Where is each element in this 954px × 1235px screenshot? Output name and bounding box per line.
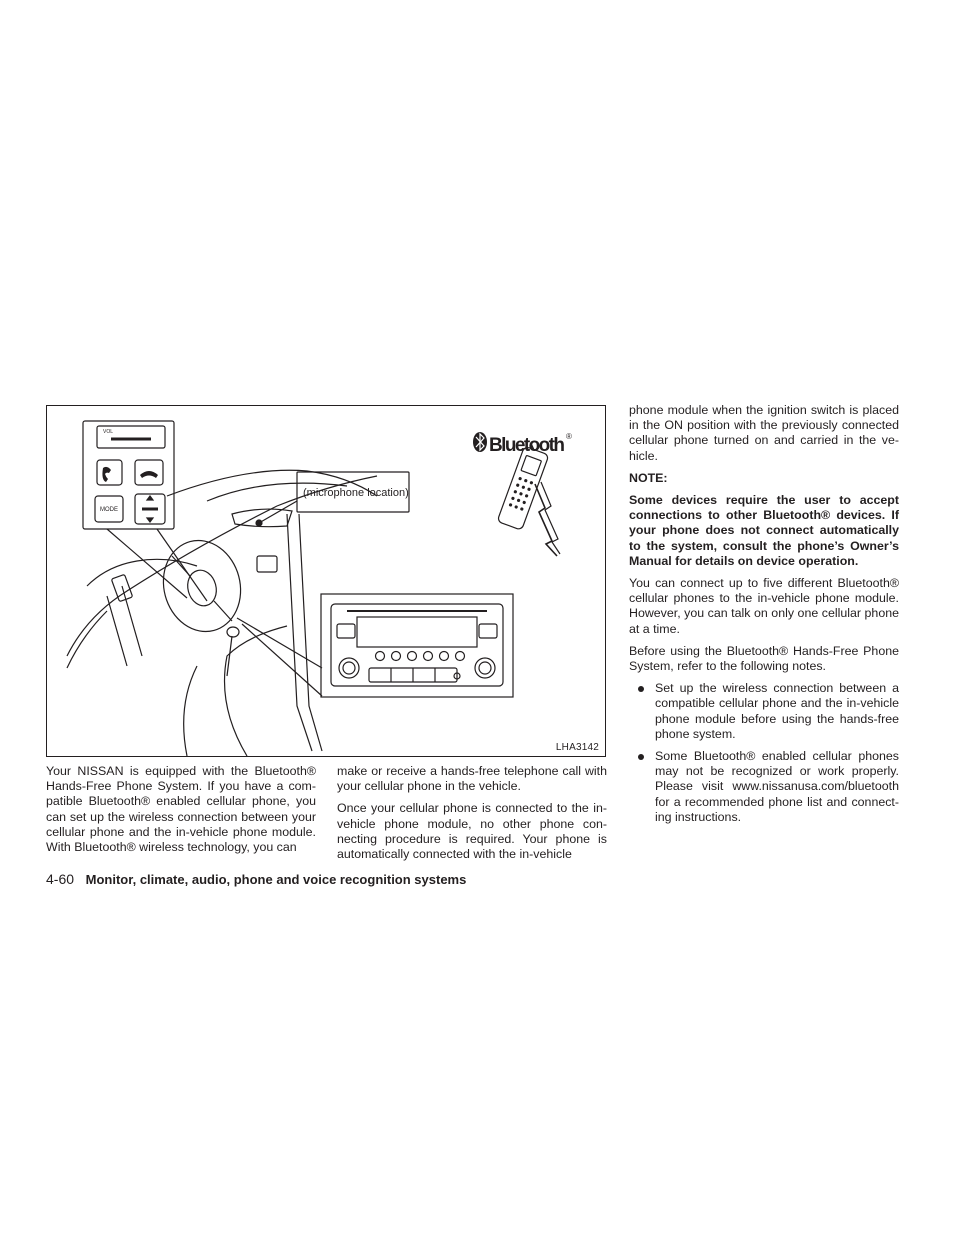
talk-button: [97, 460, 122, 485]
bluetooth-logo-icon: [473, 432, 487, 452]
note-text: Some devices require the user to accept connections to other Bluetooth® devices. If your phone does not connect automatically to the system, consult the phone’s Owner’s Manual for details on device operation.: [629, 493, 899, 568]
note-heading: NOTE:: [629, 470, 668, 485]
page-footer: [46, 871, 466, 887]
bullet-icon: [638, 754, 644, 760]
list-item-text: Set up the wireless connection between a compatible cellular phone and the in-vehicle phone module before using the hands-free phone system.: [655, 681, 899, 741]
five-phones-paragraph: You can connect up to five different Bluetooth® cellular phones to the in-vehicle phone module. However, you can talk on only one cellular phone at a time.: [629, 576, 899, 636]
text-column-2: [337, 764, 607, 869]
bluetooth-illustration: [46, 405, 606, 757]
figure-code: LHA3142: [555, 742, 599, 753]
notes-list: [629, 681, 899, 825]
bullet-icon: [638, 686, 644, 692]
intro-paragraph: Your NISSAN is equipped with the Bluetooth® Hands-Free Phone System. If you have a com-patible Bluetooth® enabled cellular phone, you can set up the wireless connection between your cellular phone and the in-vehicle phone module. With Bluetooth® wireless technology, you can: [46, 764, 316, 855]
hands-free-paragraph: make or receive a hands-free telephone call with your cellular phone in the vehicle.: [337, 764, 607, 794]
section-title: Monitor, climate, audio, phone and voice recognition systems: [85, 872, 467, 887]
ignition-paragraph: phone module when the ignition switch is placed in the ON position with the previously connected cellular phone turned on and carried in the ve-hicle.: [629, 403, 899, 463]
registered-mark: ®: [566, 432, 572, 441]
car-interior-drawing: [47, 406, 605, 756]
list-item: [629, 681, 899, 742]
vol-label: VOL: [103, 429, 114, 435]
connection-paragraph: Once your cellular phone is connected to the in-vehicle phone module, no other phone con-necting procedure is required. Your phone is automatically connected with the in-vehicle: [337, 801, 607, 862]
before-using-paragraph: Before using the Bluetooth® Hands-Free Phone System, refer to the following notes.: [629, 643, 899, 674]
bluetooth-wordmark: Bluetooth: [489, 435, 565, 456]
list-item: [629, 749, 899, 825]
page-number: 4-60: [46, 871, 75, 887]
microphone-callout-text: (microphone location): [303, 487, 409, 499]
list-item-text: Some Bluetooth® enabled cellular phones may not be recognized or work properly. Please visit www.nissanusa.com/bluetooth for a recommended phone list and connect-ing instructions.: [655, 749, 899, 824]
text-column-3: [629, 403, 899, 832]
mode-label: MODE: [100, 507, 118, 513]
text-column-1: [46, 764, 316, 862]
